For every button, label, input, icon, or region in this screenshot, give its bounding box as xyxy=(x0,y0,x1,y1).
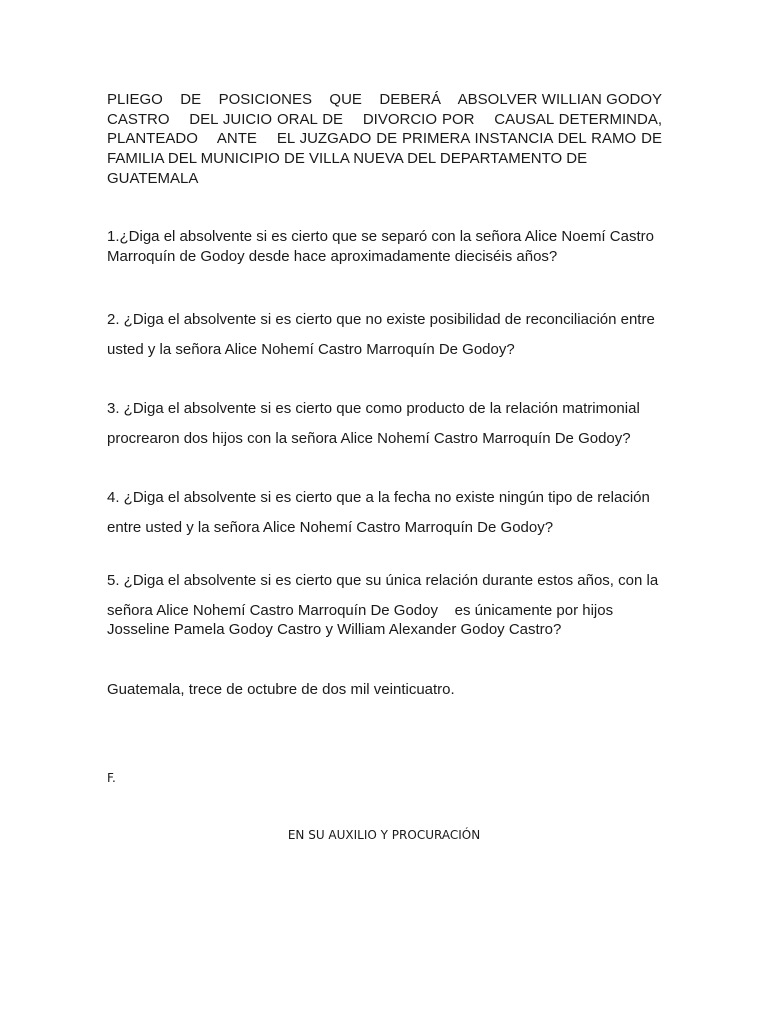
question-line: 2. ¿Diga el absolvente si es cierto que no existe posibilidad de reconciliación entre xyxy=(107,311,655,328)
question-line: 5. ¿Diga el absolvente si es cierto que su única relación durante estos años, con la xyxy=(107,572,659,589)
question-line: 4. ¿Diga el absolvente si es cierto que a la fecha no existe ningún tipo de relación xyxy=(107,489,650,506)
question-line: entre usted y la señora Alice Nohemí Castro Marroquín De Godoy? xyxy=(107,518,554,536)
heading-line: FAMILIA DEL MUNICIPIO DE VILLA NUEVA DEL DEPARTAMENTO DE xyxy=(107,150,588,168)
heading-line: PLANTEADO ANTE EL JUZGADO DE PRIMERA INSTANCIA DEL RAMO DE xyxy=(107,130,662,148)
question-line: procrearon dos hijos con la señora Alice Nohemí Castro Marroquín De Godoy? xyxy=(107,429,631,447)
heading-line: PLIEGO DE POSICIONES QUE DEBERÁ ABSOLVER WILLIAN GODOY xyxy=(107,91,662,108)
heading-line: CASTRO DEL JUICIO ORAL DE DIVORCIO POR CAUSAL DETERMINDA, xyxy=(107,110,662,128)
auxilio-line: EN SU AUXILIO Y PROCURACIÓN xyxy=(287,828,481,842)
question-line: 1.¿Diga el absolvente si es cierto que se separó con la señora Alice Noemí Castro xyxy=(107,228,654,245)
question-line: señora Alice Nohemí Castro Marroquín De Godoy es únicamente por hijos xyxy=(107,601,614,619)
closing-date: Guatemala, trece de octubre de dos mil veinticuatro. xyxy=(107,681,455,698)
question-line: Marroquín de Godoy desde hace aproximadamente dieciséis años? xyxy=(107,247,558,265)
question-line: Josseline Pamela Godoy Castro y William Alexander Godoy Castro? xyxy=(107,621,562,639)
question-line: usted y la señora Alice Nohemí Castro Marroquín De Godoy? xyxy=(107,340,515,358)
question-5 xyxy=(107,571,667,640)
question-3 xyxy=(107,394,667,453)
signature-mark: F. xyxy=(107,771,116,785)
question-1 xyxy=(107,227,667,266)
question-line: 3. ¿Diga el absolvente si es cierto que como producto de la relación matrimonial xyxy=(107,400,640,417)
question-4 xyxy=(107,483,667,542)
heading-line: GUATEMALA xyxy=(107,169,199,187)
document-heading xyxy=(107,90,662,189)
question-2 xyxy=(107,305,667,364)
